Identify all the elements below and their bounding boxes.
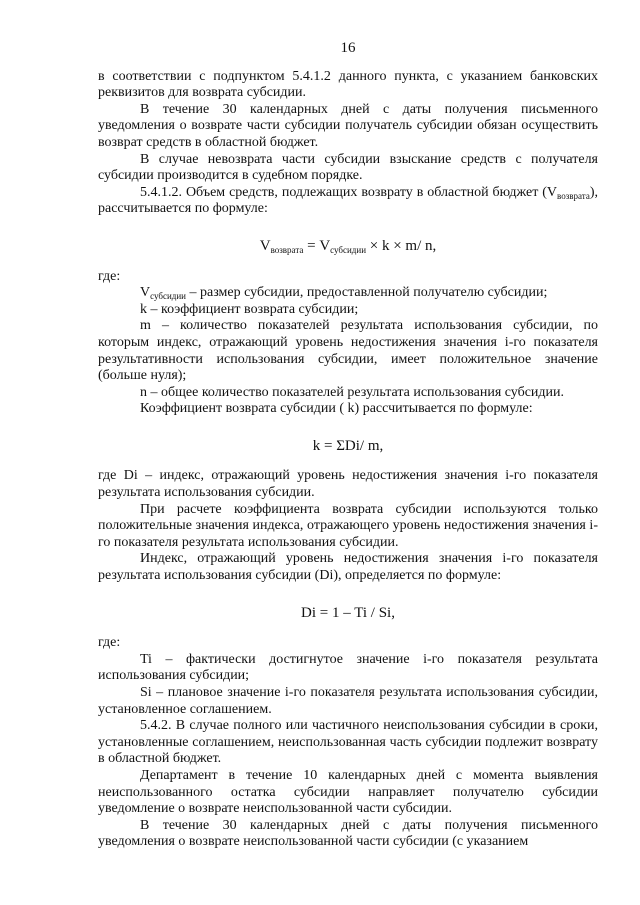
paragraph-court-recovery: В случае невозврата части субсидии взыскание средств с получателя субсидии производится в судебном порядке. [98,151,598,184]
formula-index: Di = 1 – Ti / Si, [301,604,395,621]
formula-return-volume [98,238,598,255]
paragraph-return-deadline: В течение 30 календарных дней с даты получения письменного уведомления о возврате части субсидии получатель субсидии обязан осуществить возврат средств в областной бюджет. [98,101,598,150]
definition-ti: Ti – фактически достигнутое значение i-го показателя результата использования субсидии; [98,651,598,684]
subscript: субсидии [150,291,186,302]
formula-subscript: возврата [270,244,304,255]
definition-v-subsidy [98,285,598,302]
paragraph-continuation: в соответствии с подпунктом 5.4.1.2 данного пункта, с указанием банковских реквизитов для возврата субсидии. [98,68,598,101]
formula-part: × k × m/ n, [366,237,437,254]
definition-si: Si – плановое значение i-го показателя результата использования субсидии, установленное соглашением. [98,685,598,717]
text: V [140,285,151,301]
paragraph-department: Департамент в течение 10 календарных дней с момента выявления неиспользованного остатка субсидии направляет получателю субсидии уведомление о возврате неиспользованной части субсидии. [98,767,598,817]
paragraph-last: В течение 30 календарных дней с даты получения письменного уведомления о возврате неиспользованной части субсидии (с указанием [98,817,598,850]
text: – размер субсидии, предоставленной получателю субсидии; [185,285,548,301]
text: 5.4.1.2. Объем средств, подлежащих возврату в областной бюджет (V [140,184,558,200]
definition-m: m – количество показателей результата использования субсидии, по которым индекс, отражающий уровень недостижения значения i-го показателя результативности использования субсидии, имеет положительное значение (больше нуля); [98,318,598,384]
where-label: где: [98,635,121,651]
subscript: возврата [557,190,590,201]
definition-k: k – коэффициент возврата субсидии; [140,301,359,317]
page-number: 16 [340,40,356,56]
formula-subscript: субсидии [330,244,367,255]
paragraph-index: Индекс, отражающий уровень недостижения значения i-го показателя результата использования субсидии (Di), определяется по формуле: [98,551,598,584]
formula-part: = V [303,237,331,254]
coefficient-intro: Коэффициент возврата субсидии ( k) рассчитывается по формуле: [140,401,533,417]
text: ), рассчитывается по формуле: [98,184,598,217]
formula-coefficient: k = ΣDi/ m, [312,437,384,454]
definition-n: n – общее количество показателей результата использования субсидии. [140,384,565,400]
definition-di: где Di – индекс, отражающий уровень недостижения значения i-го показателя результата использования субсидии. [98,468,598,501]
paragraph-5-4-1-2 [98,185,598,218]
paragraph-coefficient-calc: При расчете коэффициента возврата субсидии используются только положительные значения индекса, отражающего уровень недостижения значения i-го показателя результата использования субсидии. [98,501,598,550]
formula-part: V [259,237,271,254]
where-label: где: [98,268,121,284]
paragraph-5-4-2: 5.4.2. В случае полного или частичного неиспользования субсидии в сроки, установленные соглашением, неиспользованная часть субсидии подлежит возврату в областной бюджет. [98,718,598,767]
